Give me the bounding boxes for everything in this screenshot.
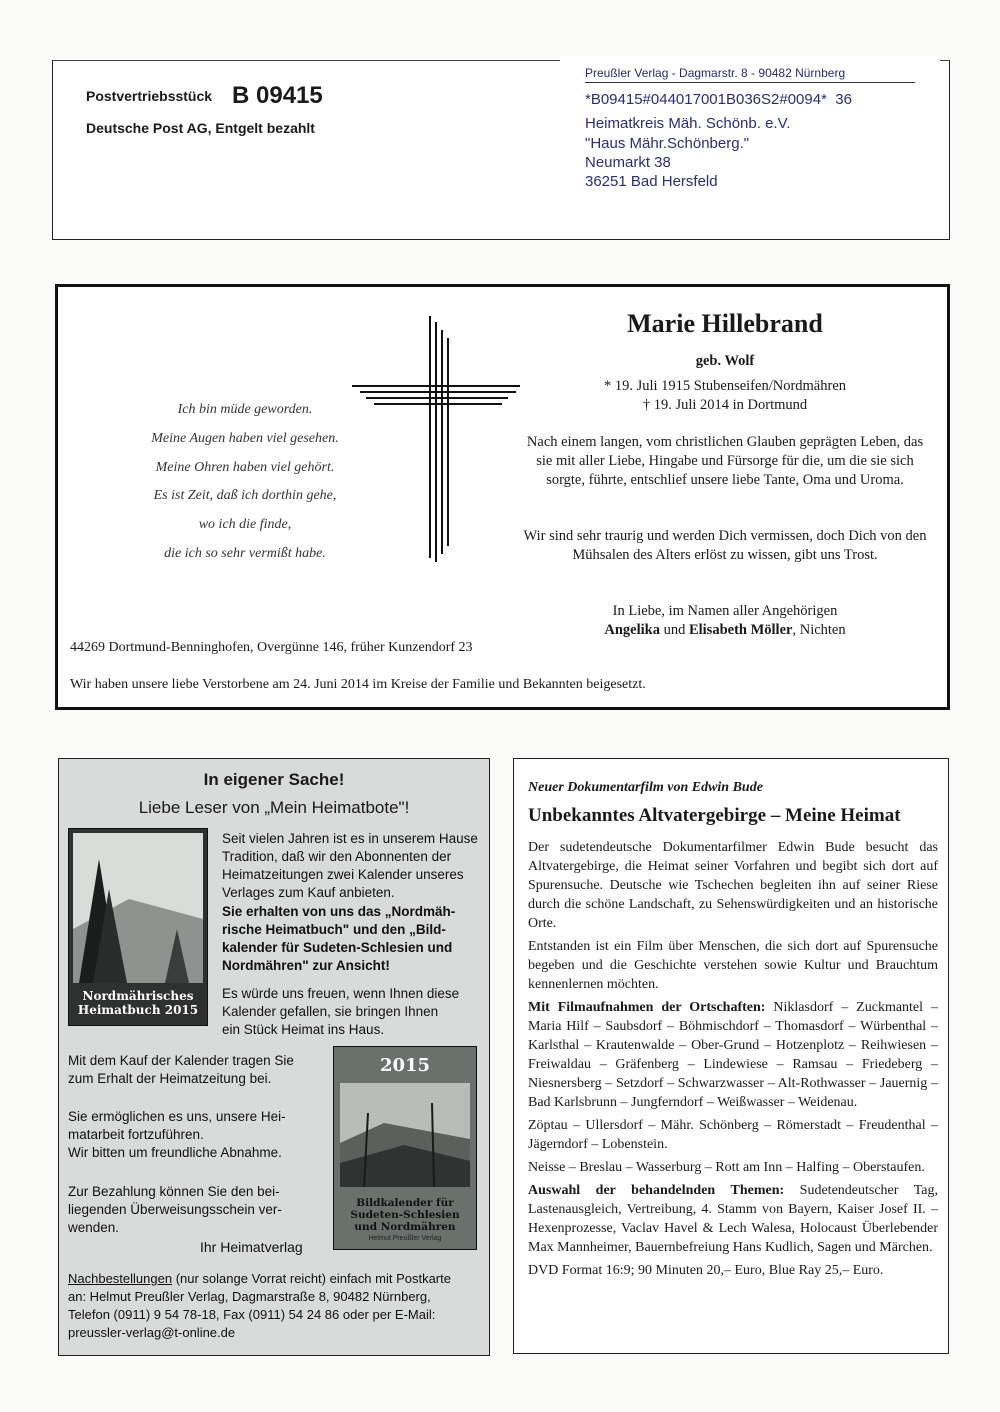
obituary-text-2: Wir sind sehr traurig und werden Dich vermissen, doch Dich von den Mühsalen des Alters erlöst zu wissen, gibt uns Trost. [523, 528, 927, 563]
article-paragraph: Neisse – Breslau – Wasserburg – Rott am Inn – Halfing – Oberstaufen. [528, 1160, 925, 1175]
birth-date: * 19. Juli 1915 Stubenseifen/Nordmähren [603, 378, 847, 394]
calendar-publisher: Helmut Preußler Verlag [368, 1235, 442, 1242]
ad-paragraph-2: Sie erhalten von uns das „Nordmäh- rische Heimatbuch" und den „Bild- kalender für Sudeten-Schlesien und Nordmähren" zur Ansicht! [222, 904, 456, 973]
calendar-cover-title: Nordmährisches Heimatbuch 2015 [77, 989, 199, 1017]
barcode-text: *B09415#044017001B036S2#0094* 36 [585, 91, 852, 108]
signature-names: Angelika und Elisabeth Möller, Nichten [604, 622, 846, 638]
poem-line: wo ich die finde, [198, 517, 292, 532]
poem-line: Ich bin müde geworden. [177, 402, 313, 417]
postage-note: Deutsche Post AG, Entgelt bezahlt [86, 120, 315, 136]
ad-paragraph-5: Sie ermöglichen es uns, unsere Hei- matarbeit fortzuführen. Wir bitten um freundliche Abnahme. [68, 1109, 286, 1160]
poem-line: Meine Ohren haben viel gehört. [155, 460, 335, 475]
ad-paragraph-4: Mit dem Kauf der Kalender tragen Sie zum Erhalt der Heimatzeitung bei. [68, 1053, 294, 1086]
article-paragraph: Mit Filmaufnahmen der Ortschaften: Niklasdorf – Zuckmantel – Maria Hilf – Saubsdorf – Böhmischdorf – Thomasdorf – Würbenthal – Karlsthal – Krautenwalde – Ober-Grund – Hotzenplotz – Reihwiesen – Freiwaldau – Gräfenberg – Lindewiese – Ramsau – Friedeberg – Niesnersberg – Setzdorf – Schwarzwasser – Alt-Rothwasser – Jauernig – Bad Karlsbrunn – Jungferndorf – Weißwasser – Weidenau. [528, 1000, 938, 1110]
ad-title: In eigener Sache! [203, 770, 345, 789]
calendar-cover-bildkalender [333, 1046, 477, 1250]
obituary-text-1: Nach einem langen, vom christlichen Glauben geprägten Leben, das sie mit aller Liebe, Hingabe und Fürsorge für die, um die sie sich sorgte, führte, entschlief unsere liebe Tante, Oma und Uroma. [526, 434, 924, 488]
signature-intro: In Liebe, im Namen aller Angehörigen [612, 603, 838, 619]
ad-paragraph-1: Seit vielen Jahren ist es in unserem Hause Tradition, daß wir den Abonnenten der Heimatzeitungen zwei Kalender unseres Verlages zum Kauf anbieten. [222, 831, 478, 900]
ad-paragraph-6: Zur Bezahlung können Sie den bei- liegenden Überweisungsschein ver- wenden. [68, 1184, 282, 1235]
article-paragraph: DVD Format 16:9; 90 Minuten 20,– Euro, Blue Ray 25,– Euro. [528, 1263, 884, 1278]
poem-line: die ich so sehr vermißt habe. [164, 546, 326, 561]
deceased-name: Marie Hillebrand [627, 309, 823, 338]
calendar-cover-title: Bildkalender für Sudeten-Schlesien und Nordmähren [350, 1197, 460, 1233]
order-info: Nachbestellungen (nur solange Vorrat reicht) einfach mit Postkarte an: Helmut Preußler Verlag, Dagmarstraße 8, 90482 Nürnberg, Telefon (0911) 9 54 78-18, Fax (0911) 54 24 86 oder per E-Mail: preussler-verlag@t-online.de [68, 1271, 451, 1340]
poem-line: Es ist Zeit, daß ich dorthin gehe, [153, 488, 337, 503]
recipient-line-1: Heimatkreis Mäh. Schönb. e.V. [585, 115, 791, 132]
ad-subtitle: Liebe Leser von „Mein Heimatbote"! [138, 798, 410, 817]
landscape-photo [334, 1083, 476, 1193]
article-paragraph: Auswahl der behandelnden Themen: Sudetendeutscher Tag, Lastenausgleich, Vertreibung, 4. Stamm von Bayern, Kaiser Josef II. – Hexenprozesse, Vaclav Havel & Lech Walesa, Holocaust Überlebender Max Mannheimer, Bauernbefreiung Hans Kudlich, Sagen und Märchen. [528, 1183, 938, 1255]
cross-icon [352, 316, 524, 564]
postvertrieb-number: B 09415 [232, 82, 323, 109]
recipient-line-2: "Haus Mähr.Schönberg." [585, 135, 750, 152]
sender-line: Preußler Verlag - Dagmarstr. 8 - 90482 Nürnberg [585, 66, 915, 83]
burial-note: Wir haben unsere liebe Verstorbene am 24. Juni 2014 im Kreise der Familie und Bekannten beigesetzt. [70, 677, 646, 692]
birth-name: geb. Wolf [695, 353, 755, 369]
calendar-year: 2015 [379, 1055, 431, 1076]
article-kicker: Neuer Dokumentarfilm von Edwin Bude [528, 780, 763, 795]
death-date: † 19. Juli 2014 in Dortmund [642, 397, 808, 413]
obituary-address: 44269 Dortmund-Benninghofen, Overgünne 146, früher Kunzendorf 23 [70, 640, 473, 655]
ad-paragraph-3: Es würde uns freuen, wenn Ihnen diese Kalender gefallen, sie bringen Ihnen ein Stück Heimat ins Haus. [222, 986, 460, 1037]
article-paragraph: Entstanden ist ein Film über Menschen, die sich dort auf Spurensuche begeben und die Geschichte verstehen sowie Kultur und Brauchtum kennenlernen möchten. [528, 939, 938, 992]
article-paragraph: Zöptau – Ullersdorf – Mähr. Schönberg – Römerstadt – Freudenthal –Jägerndorf – Lobenstein. [528, 1118, 938, 1152]
article-body [528, 838, 938, 1284]
recipient-line-4: 36251 Bad Hersfeld [585, 173, 718, 190]
article-title: Unbekanntes Altvatergebirge – Meine Heimat [528, 805, 901, 826]
postvertrieb-label: Postvertriebsstück [86, 88, 213, 104]
article-paragraph: Der sudetendeutsche Dokumentarfilmer Edwin Bude besucht das Altvatergebirge, die Heimat seiner Vorfahren und begibt sich dort auf Spurensuche. Deutsche wie Tschechen begleiten ihn auf seiner Riese durch die schöne Landschaft, zu Sehenswürdigkeiten und an historische Orte. [528, 840, 938, 931]
ad-signature: Ihr Heimatverlag [200, 1239, 303, 1255]
poem-line: Meine Augen haben viel gesehen. [151, 431, 339, 446]
calendar-cover-heimatbuch [68, 828, 208, 1026]
recipient-line-3: Neumarkt 38 [585, 154, 671, 171]
